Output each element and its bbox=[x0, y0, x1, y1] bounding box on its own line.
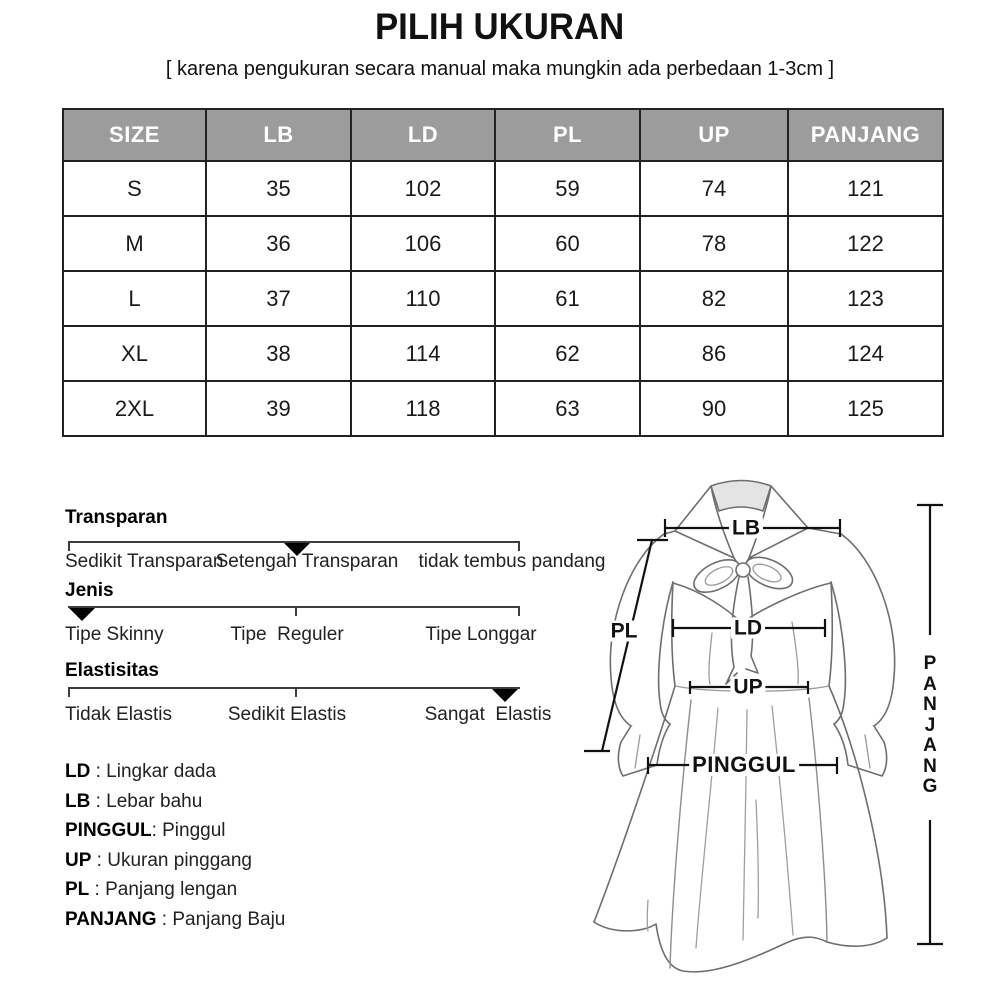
cell: 86 bbox=[640, 326, 788, 381]
scale-marker-icon bbox=[492, 689, 518, 702]
measure-label-panjang bbox=[923, 654, 938, 798]
scale-elastisitas-title: Elastisitas bbox=[65, 660, 159, 681]
scale-elastisitas-line bbox=[68, 687, 520, 689]
cell: 61 bbox=[495, 271, 640, 326]
measure-label-lb: LB bbox=[729, 518, 763, 539]
table-row bbox=[63, 161, 943, 216]
cell: 37 bbox=[206, 271, 351, 326]
scale-tick bbox=[68, 688, 70, 697]
col-header-lb: LB bbox=[206, 109, 351, 161]
cell: 114 bbox=[351, 326, 495, 381]
cell: 123 bbox=[788, 271, 943, 326]
scale-option: Setengah Transparan bbox=[215, 551, 399, 572]
dress-diagram bbox=[560, 470, 1000, 990]
col-header-pl: PL bbox=[495, 109, 640, 161]
panjang-letter: A bbox=[923, 735, 937, 756]
legend-desc: : Panjang Baju bbox=[156, 908, 286, 930]
panjang-letter: G bbox=[922, 776, 938, 797]
cell: 110 bbox=[351, 271, 495, 326]
table-row bbox=[63, 271, 943, 326]
legend-item bbox=[65, 850, 285, 870]
scale-marker-icon bbox=[69, 608, 95, 621]
table-row bbox=[63, 326, 943, 381]
legend-desc: : Panjang lengan bbox=[89, 879, 238, 900]
cell: 118 bbox=[351, 381, 495, 436]
cell: 124 bbox=[788, 326, 943, 381]
legend-item bbox=[65, 879, 285, 899]
size-table bbox=[62, 108, 944, 437]
scale-tick bbox=[295, 688, 297, 697]
legend-abbr: PL bbox=[65, 879, 90, 900]
legend-desc: : Pinggul bbox=[151, 820, 226, 841]
cell-size: M bbox=[63, 216, 206, 271]
cell: 63 bbox=[495, 381, 640, 436]
cell: 59 bbox=[495, 161, 640, 216]
cell: 102 bbox=[351, 161, 495, 216]
cell: 35 bbox=[206, 161, 351, 216]
scale-option: Tipe Skinny bbox=[65, 624, 164, 645]
scale-transparan-line bbox=[68, 541, 520, 543]
cell: 121 bbox=[788, 161, 943, 216]
cell: 90 bbox=[640, 381, 788, 436]
scale-option: Sangat Elastis bbox=[424, 704, 552, 725]
col-header-up: UP bbox=[640, 109, 788, 161]
scale-tick bbox=[518, 542, 520, 551]
scale-tick bbox=[295, 607, 297, 616]
cell: 74 bbox=[640, 161, 788, 216]
table-row bbox=[63, 381, 943, 436]
legend-abbr: PINGGUL bbox=[65, 820, 152, 841]
legend-desc: : Lebar bahu bbox=[90, 790, 203, 812]
legend-abbr: LB bbox=[65, 790, 91, 812]
cell: 82 bbox=[640, 271, 788, 326]
legend-abbr: LD bbox=[65, 761, 91, 782]
scale-option: Sedikit Transparan bbox=[65, 551, 224, 572]
col-header-panjang: PANJANG bbox=[788, 109, 943, 161]
col-header-size: SIZE bbox=[63, 109, 206, 161]
legend-item bbox=[65, 820, 285, 840]
scale-jenis-line bbox=[68, 606, 520, 608]
panjang-letter: A bbox=[923, 673, 937, 695]
cell: 60 bbox=[495, 216, 640, 271]
measure-label-up: UP bbox=[730, 677, 765, 698]
panjang-letter: N bbox=[923, 694, 937, 715]
scale-option: Tidak Elastis bbox=[65, 704, 172, 725]
col-header-ld: LD bbox=[351, 109, 495, 161]
legend-abbr: UP bbox=[65, 849, 92, 871]
cell: 38 bbox=[206, 326, 351, 381]
cell-size: S bbox=[63, 161, 206, 216]
cell: 78 bbox=[640, 216, 788, 271]
scale-tick bbox=[518, 607, 520, 616]
page-subtitle: [ karena pengukuran secara manual maka mungkin ada perbedaan 1-3cm ] bbox=[165, 58, 835, 80]
legend-desc: : Ukuran pinggang bbox=[91, 849, 252, 871]
scale-tick bbox=[68, 542, 70, 551]
cell: 62 bbox=[495, 326, 640, 381]
cell: 122 bbox=[788, 216, 943, 271]
panjang-letter: J bbox=[924, 714, 936, 736]
measure-label-pl: PL bbox=[608, 621, 641, 642]
scale-option: Sedikit Elastis bbox=[227, 704, 347, 725]
legend-item bbox=[65, 909, 285, 929]
cell-size: 2XL bbox=[63, 381, 206, 436]
scale-option: Tipe Reguler bbox=[230, 624, 344, 645]
legend-item bbox=[65, 791, 285, 811]
panjang-letter: N bbox=[923, 755, 937, 777]
scale-option: tidak tembus pandang bbox=[418, 551, 606, 572]
scale-jenis-title: Jenis bbox=[65, 580, 114, 601]
scale-transparan-title: Transparan bbox=[65, 507, 168, 528]
abbreviation-legend bbox=[65, 761, 285, 938]
cell: 106 bbox=[351, 216, 495, 271]
cell-size: L bbox=[63, 271, 206, 326]
scale-option: Tipe Longgar bbox=[425, 624, 537, 645]
cell: 125 bbox=[788, 381, 943, 436]
cell: 39 bbox=[206, 381, 351, 436]
table-row bbox=[63, 216, 943, 271]
page-title-text: PILIH UKURAN bbox=[375, 6, 625, 47]
measure-label-ld: LD bbox=[731, 618, 765, 639]
page-title bbox=[0, 6, 1000, 48]
cell-size: XL bbox=[63, 326, 206, 381]
measure-label-pinggul: PINGGUL bbox=[689, 754, 799, 776]
panjang-letter: P bbox=[923, 653, 937, 674]
size-table-header-row bbox=[63, 109, 943, 161]
legend-desc: : Lingkar dada bbox=[90, 761, 217, 782]
legend-abbr: PANJANG bbox=[65, 908, 157, 930]
legend-item bbox=[65, 761, 285, 781]
cell: 36 bbox=[206, 216, 351, 271]
